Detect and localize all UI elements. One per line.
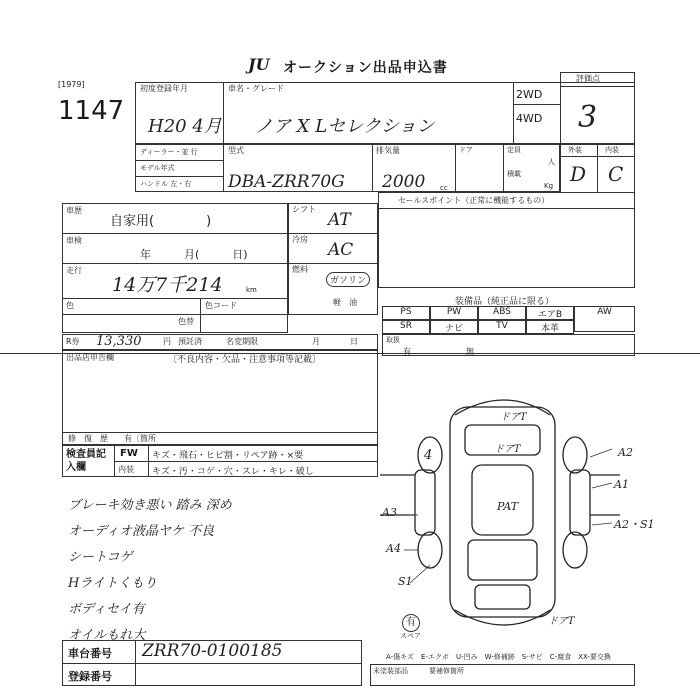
interior-value: C [608,162,624,186]
handle-label: ハンドル 左・右 [140,180,192,188]
reg-label: 登録番号 [68,670,112,683]
repair-history-label: 修 復 歴 有〔箇所 [68,434,156,443]
dealer-label: ディーラー・並 行 [140,148,198,156]
color-code-label: 色コード [205,301,237,310]
remarks-label: 出品店申告欄 [66,353,114,362]
damage-legend: A-傷キズ E-エクボ U-凹み W-修補跡 S-サビ C-腐食 XX-要交換 [386,653,611,661]
diagram-mark-side: PAT [497,500,519,513]
note-line: ボディセイ有 [68,602,145,617]
mileage-value: 14万7千214 [112,274,223,296]
sales-point-label: セールスポイント（正常に機能するもの） [398,196,550,205]
diagram-mark-a4: A4 [386,542,401,555]
equipment-label: 装備品（純正品に限る） [455,297,555,307]
note-line: Hライトくもり [68,576,157,591]
history-label: 車歴 [66,206,82,215]
row2-frame [135,144,560,192]
note-line: ブレーキ効き悪い 踏み 深め [68,498,232,513]
chassis-label: 車台番号 [68,647,112,660]
equip-ps: PS [382,306,430,320]
equip-navi: ナビ [430,320,478,334]
ownership-yes: 有 [403,347,411,356]
history-value: 自家用( ) [110,214,212,229]
diagram-mark-a1: A1 [614,478,629,491]
interior-inspect-text: キズ・汚・コゲ・穴・スレ・キレ・破し [152,467,314,477]
model-label: 型式 [228,146,244,155]
first-reg-value: H20 4月 [148,116,222,137]
car-name-label: 車名・グレード [228,84,284,93]
inspection-date: 年 月( 日) [140,248,248,261]
model-value: DBA-ZRR70G [228,172,345,192]
capacity-label: 定員 [507,146,521,154]
recycle-day: 日 [350,337,358,346]
equip-tv: TV [478,320,526,334]
displacement-label: 排気量 [376,146,400,155]
shift-label: シフト [292,205,316,214]
remarks-sublabel: 〔不良内容・欠品・注意事項等記載〕 [168,355,322,365]
score-label: 評価点 [576,74,600,83]
exterior-label: 外装 [568,146,582,154]
recycle-unit: 円 [163,337,171,346]
note-line: シートコゲ [68,550,133,565]
fuel-value: ガソリン [326,272,370,287]
ac-label: 冷房 [292,235,308,244]
diagram-mark-s1: S1 [398,575,413,588]
fw-text: キズ・飛石・ヒビ割・リペア跡・×要 [152,451,304,461]
equip-leather: 本革 [526,320,574,334]
spare-mark: 有 [402,614,420,632]
diagram-mark-roof: ドアT [494,444,521,455]
door-label: ドア [459,146,473,154]
fuel-label: 燃料 [292,265,308,274]
ownership-no: 無 [466,347,474,356]
load-unit: Kg [544,182,554,190]
equip-abs: ABS [478,306,526,320]
displacement-value: 2000 [382,172,426,192]
mileage-unit: km [246,286,257,294]
shift-value: AT [328,210,351,230]
diagram-mark-a2s1: A2・S1 [614,518,655,531]
diagram-mark-a2-top: A2 [618,446,633,459]
note-line: オイルもれ大 [68,628,146,643]
spare-label: スペア [400,632,421,640]
first-reg-label: 初度登録年月 [140,84,188,93]
ownership-label: 取扱 [386,336,400,344]
interior-label: 内装 [605,146,619,154]
equip-airbag: エアB [526,306,574,320]
model-year-label: モデル年式 [140,164,175,172]
inspection-label: 車検 [66,236,82,245]
load-label: 積載 [507,170,521,178]
diagram-mark-a3: A3 [382,506,397,519]
equip-aw: AW [574,306,635,332]
inspector-label: 検査員記入欄 [66,449,106,473]
cc-unit: cc [440,184,448,192]
drive-2wd: 2WD [516,88,543,101]
equip-sr: SR [382,320,430,334]
recycle-amount: 13,330 [96,334,142,349]
interior-inspect-label: 内装 [118,465,134,474]
diagram-mark-rear: ドアT [548,616,575,627]
legend-row2: 未塗装部品 要補修箇所 [373,667,464,675]
recycle-month: 月 [312,337,320,346]
ac-value: AC [328,240,354,260]
lot-number: 1147 [58,96,125,126]
capacity-unit: 人 [548,158,555,166]
chassis-value: ZRR70-0100185 [142,641,283,661]
ju-logo: JU [248,55,270,74]
equip-pw: PW [430,306,478,320]
color-change-label: 色替 [178,317,194,326]
score-value: 3 [578,100,598,135]
recycle-label: R券 [66,337,80,346]
fw-label: FW [120,448,138,459]
note-line: オーディオ液晶ヤケ 不良 [68,524,215,539]
fuel-light: 軽 油 [333,298,357,307]
diagram-mark-front: ドアT [500,412,527,423]
owner-change-label: 名変期限 [226,337,258,346]
diagram-mark-wheel: 4 [424,448,433,463]
year-code: [1979] [58,80,85,89]
form-title: オークション出品申込書 [283,60,448,76]
mileage-label: 走行 [66,266,82,275]
recycle-deposit: 預託済 [178,337,202,346]
color-label: 色 [66,301,74,310]
drive-4wd: 4WD [516,112,543,125]
exterior-value: D [570,162,587,186]
sales-point-frame [378,192,635,288]
car-name-value: ノア X Lセレクション [255,116,435,137]
